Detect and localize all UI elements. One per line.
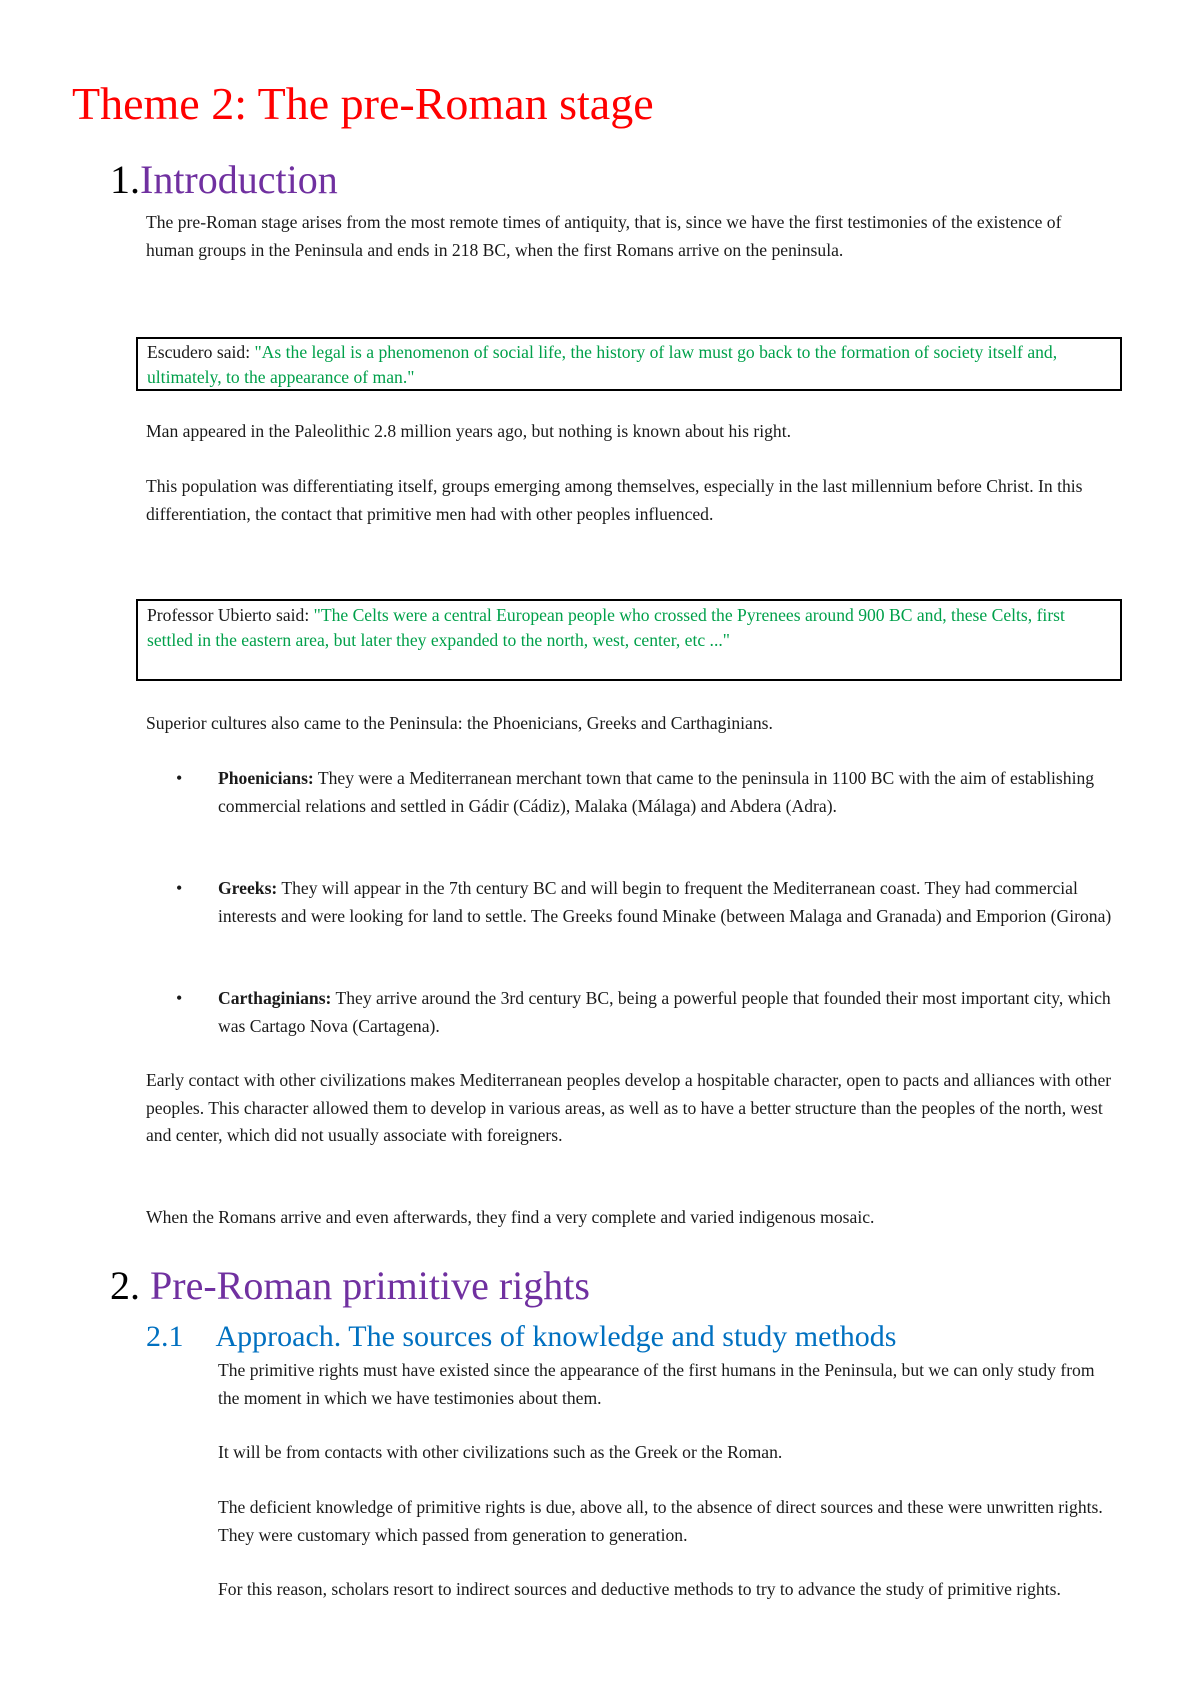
bullet-text: They were a Mediterranean merchant town that came to the peninsula in 1100 BC with the aim of establishing commercial relations and settled in Gádir (Cádiz), Malaka (Málaga) and Abdera (Adra). [218,768,1095,816]
quote-text: "The Celts were a central European people who crossed the Pyrenees around 900 BC and, these Celts, first settled in the eastern area, but later they expanded to the north, west, center, etc ..." [147,605,1065,650]
population-paragraph: This population was differentiating itself, groups emerging among themselves, especially in the last millennium before Christ. In this differentiation, the contact that primitive men had with other peoples influenced. [146,476,1083,524]
section-1-title: Introduction [140,157,338,202]
quote-speaker: Professor Ubierto said: [147,605,314,625]
early-contact-paragraph: Early contact with other civilizations makes Mediterranean peoples develop a hospitable character, open to pacts and alliances with other peoples. This character allowed them to develop in various areas, as well as to have a better structure than the peoples of the north, west and center, which did not usually associate with foreigners. [146,1070,1112,1145]
bullet-phoenicians [218,765,1123,820]
section-1-number: 1. [110,157,140,202]
approach-paragraph-1: The primitive rights must have existed since the appearance of the first humans in the Peninsula, but we can only study from the moment in which we have testimonies about them. [218,1360,1095,1408]
bullet-marker: • [176,878,183,898]
escudero-quote-box [136,337,1122,391]
approach-paragraph-4: For this reason, scholars resort to indirect sources and deductive methods to try to advance the study of primitive rights. [218,1579,1061,1599]
paleolithic-paragraph: Man appeared in the Paleolithic 2.8 million years ago, but nothing is known about his right. [146,421,791,441]
subsection-title: Approach. The sources of knowledge and study methods [215,1320,897,1353]
section-2-number: 2. [110,1263,140,1308]
bullet-greeks [218,875,1123,930]
quote-text: "As the legal is a phenomenon of social life, the history of law must go back to the formation of society itself and, ultimately, to the appearance of man." [147,342,1058,387]
approach-paragraph-3: The deficient knowledge of primitive rights is due, above all, to the absence of direct sources and these were unwritten rights. They were customary which passed from generation to generation. [218,1497,1103,1545]
bullet-term: Phoenicians: [218,768,314,788]
document-title: Theme 2: The pre-Roman stage [72,78,654,129]
quote-speaker: Escudero said: [147,342,255,362]
bullet-marker: • [176,768,183,788]
section-2-heading [110,1262,590,1310]
approach-paragraph-2: It will be from contacts with other civilizations such as the Greek or the Roman. [218,1442,783,1462]
intro-paragraph: The pre-Roman stage arises from the most remote times of antiquity, that is, since we have the first testimonies of the existence of human groups in the Peninsula and ends in 218 BC, when the first Romans arrive on the peninsula. [146,212,1062,260]
subsection-2-1-heading [146,1318,896,1356]
bullet-carthaginians [218,985,1123,1040]
bullet-term: Greeks: [218,878,278,898]
romans-paragraph: When the Romans arrive and even afterwards, they find a very complete and varied indigenous mosaic. [146,1207,875,1227]
bullet-marker: • [176,988,183,1008]
superior-cultures-paragraph: Superior cultures also came to the Peninsula: the Phoenicians, Greeks and Carthaginians. [146,713,773,733]
subsection-number: 2.1 [146,1320,184,1353]
section-1-heading [110,156,338,204]
bullet-text: They will appear in the 7th century BC and will begin to frequent the Mediterranean coast. They had commercial interests and were looking for land to settle. The Greeks found Minake (between Malaga and Granada) and Emporion (Girona) [218,878,1112,926]
ubierto-quote-box [136,599,1122,681]
bullet-text: They arrive around the 3rd century BC, being a powerful people that founded their most important city, which was Cartago Nova (Cartagena). [218,988,1111,1036]
section-2-title: Pre-Roman primitive rights [150,1263,590,1308]
bullet-term: Carthaginians: [218,988,332,1008]
